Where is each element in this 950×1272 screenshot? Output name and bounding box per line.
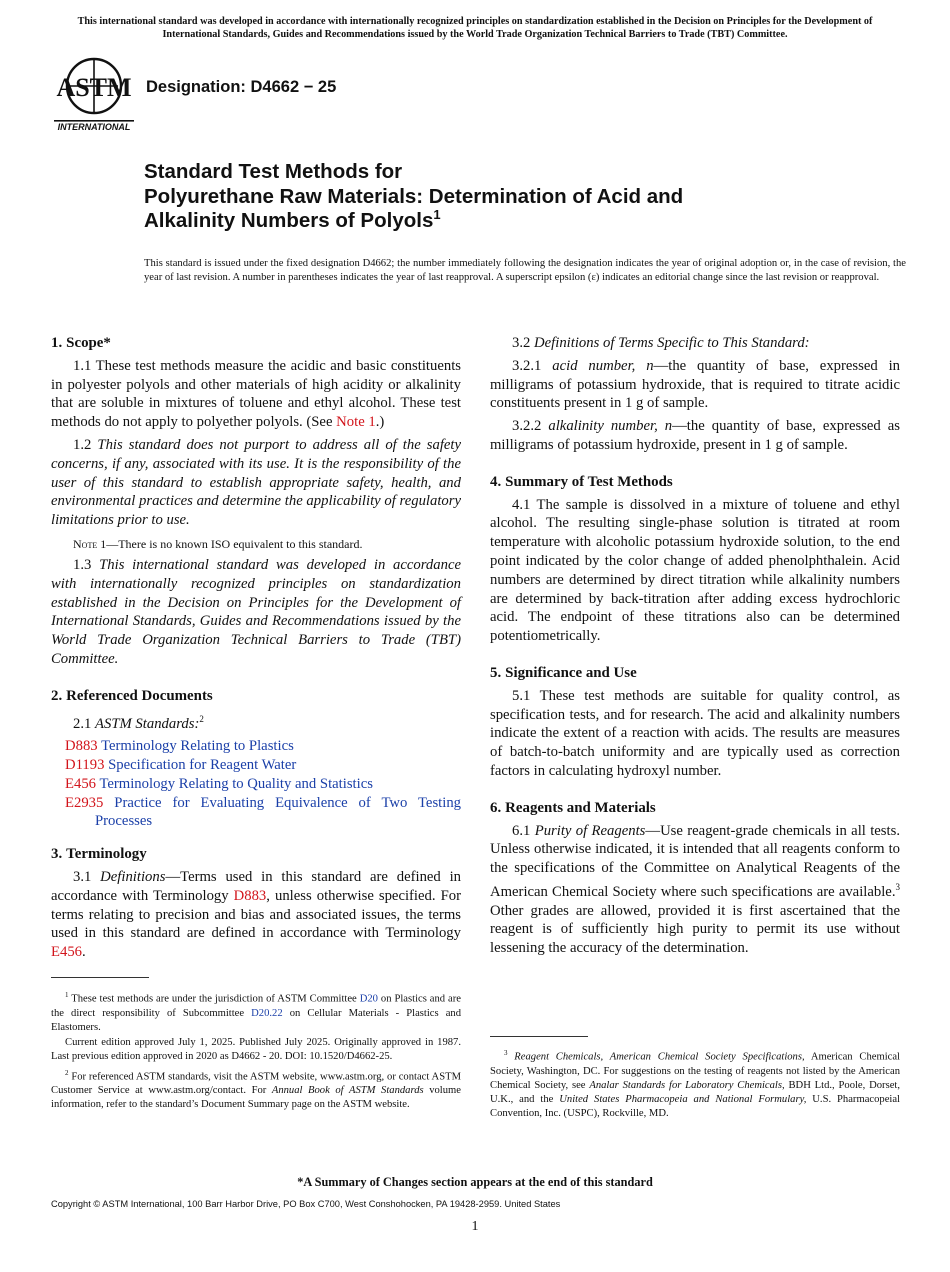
reference-item[interactable]: E2935 Practice for Evaluating Equivalence of Two Testing Processes [65,794,462,830]
astm-logo [52,56,136,132]
section-heading-referenced-documents: 2. Referenced Documents [51,687,213,704]
para-1-2: 1.2 This standard does not purport to address all of the safety concerns, if any, associated with its use. It is the responsibility of the user of this standard to establish appropriate safety, health, and environmental practices and determine the applicability of regulatory limitations prior to use. [51,436,462,529]
note-1-link[interactable]: Note 1 [336,414,376,431]
para-3-2: 3.2 Definitions of Terms Specific to This Standard: [512,335,810,351]
logo-text: ASTM [56,73,132,102]
reference-list [51,737,461,831]
para-1-1: 1.1 These test methods measure the acidic and basic constituents in polyester polyols and other materials of high acidity or alkalinity that are soluble in mixtures of toluene and ethyl alcohol. These test methods do not apply to polyether polyols. (See Note 1.) [51,357,461,431]
section-heading-summary: 4. Summary of Test Methods [490,473,673,490]
section-heading-scope: 1. Scope* [51,335,111,351]
footnote-2: $^2$ For referenced ASTM standards, visit the ASTM website, www.astm.org, or contact ASTM Customer Service at www.astm.org/contact. For Annual Book of ASTM Standards volume information, refer to the standard’s Document Summary page on the ASTM website. [51,1068,461,1111]
logo-subtext: INTERNATIONAL [57,122,131,132]
issuance-statement: This standard is issued under the fixed designation D4662; the number immediately following the designation indicates the year of original adoption or, in the case of revision, the year of last revision. A number in parentheses indicates the year of last reapproval. A superscript epsilon (ε) indicates an editorial change since the last revision or reapproval. [144,258,906,284]
footnote-rule-right [490,1036,588,1037]
e456-link[interactable]: E456 [51,944,83,961]
reference-item[interactable]: D1193 Specification for Reagent Water [65,757,297,774]
para-3-2-2: 3.2.2 alkalinity number, n—the quantity of base, expressed as milligrams of potassium hydroxide, present in 1 g of sample. [490,418,901,453]
section-heading-terminology: 3. Terminology [51,846,147,863]
note-1: Note 1—There is no known ISO equivalent to this standard. [73,536,363,551]
para-2-1: 2.1 ASTM Standards:$^2$ [73,713,204,732]
reference-item[interactable]: D883 Terminology Relating to Plastics [65,738,294,755]
title-line-3: Alkalinity Numbers of Polyols [144,209,434,232]
document-title [144,160,904,234]
para-5-1: 5.1 These test methods are suitable for quality control, as specification tests, and for research. The acid and alkalinity numbers indicate the extent of a reaction with acids. The results are measures of batch-to-batch uniformity and are typically used as correction factors in calculating hydroxyl number. [490,687,900,779]
page-number: 1 [471,1219,479,1234]
right-column [490,334,900,962]
footnote-rule-left [51,977,149,978]
footnote-1-edition: Current edition approved July 1, 2025. Published July 2025. Originally approved in 1987. Last previous edition approved in 2020 as D4662 - 20. DOI: 10.1520/D4662-25. [51,1037,461,1063]
d20-22-link[interactable]: D20.22 [251,1007,283,1019]
para-3-2-1: 3.2.1 acid number, n—the quantity of base, expressed in milligrams of potassium hydroxide, that is required to titrate acidic constituents present in 1 g of sample. [490,357,901,412]
para-3-1: 3.1 Definitions—Terms used in this standard are defined in accordance with Terminology D883, unless otherwise specified. For terms relating to precision and bias and associated issues, the terms used in this standard are defined in accordance with Terminology E456. [51,869,462,961]
copyright: Copyright © ASTM International, 100 Barr Harbor Drive, PO Box C700, West Conshohocken, PA 19428-2959. United States [51,1199,561,1209]
para-1-3: 1.3 This international standard was developed in accordance with internationally recognized principles on standardization established in the Decision on Principles for the Development of International Standards, Guides and Recommendations issued by the World Trade Organization Technical Barriers to Trade (TBT) Committee. [51,556,462,667]
footnotes-left [51,988,461,1114]
reference-item[interactable]: E456 Terminology Relating to Quality and Statistics [65,775,373,792]
d883-link[interactable]: D883 [233,887,267,904]
d20-link[interactable]: D20 [359,993,378,1005]
footnote-3: $^3$ Reagent Chemicals, American Chemical Society Specifications, American Chemical Society, Washington, DC. For suggestions on the testing of reagents not listed by the American Chemical Society, see Analar Standards for Laboratory Chemicals, BDH Ltd., Poole, Dorset, U.K., and the United States Pharmacopeia and National Formulary, U.S. Pharmacopeial Convention, Inc. (USPC), Rockville, MD. [490,1049,901,1120]
section-heading-significance: 5. Significance and Use [490,664,637,681]
title-line-1: Standard Test Methods for [144,160,403,183]
title-footnote-mark: 1 [433,207,441,223]
title-line-2: Polyurethane Raw Materials: Determination of Acid and [144,184,684,208]
summary-of-changes-note: *A Summary of Changes section appears at the end of this standard [297,1175,653,1189]
left-column [51,334,461,966]
section-heading-reagents: 6. Reagents and Materials [490,799,656,816]
para-6-1: 6.1 Purity of Reagents—Use reagent-grade chemicals in all tests. Unless otherwise indicated, it is intended that all reagents conform to the specifications of the Committee on Analytical Reagents of the American Chemical Society where such specifications are available.$^3$ Other grades are allowed, provided it is first ascertained that the reagent is of sufficiently high purity to permit its use without lessening the accuracy of the determination. [490,822,900,957]
designation: Designation: D4662 − 25 [146,78,337,96]
footnote-1: $^1$ These test methods are under the jurisdiction of ASTM Committee D20 on Plastics and are the direct responsibility of Subcommittee D20.22 on Cellular Materials - Plastics and Elastomers. [51,991,462,1033]
tbt-notice: This international standard was developed in accordance with internationally recognized principles on standardization established in the Decision on Principles for the Development of International Standards, Guides and Recommendations issued by the World Trade Organization Technical Barriers to Trade (TBT) Committee. [77,16,873,40]
para-4-1: 4.1 The sample is dissolved in a mixture of toluene and ethyl alcohol. The resulting single-phase solution is titrated at room temperature with alcoholic potassium hydroxide solution, to the end point indicated by the color change of added phenolphthalein. Acid numbers are determined by direct titration while alkalinity numbers are determined by back-titration after adding excess hydrochloric acid. The endpoint of these titrations also can be determined potentiometrically. [490,496,900,645]
